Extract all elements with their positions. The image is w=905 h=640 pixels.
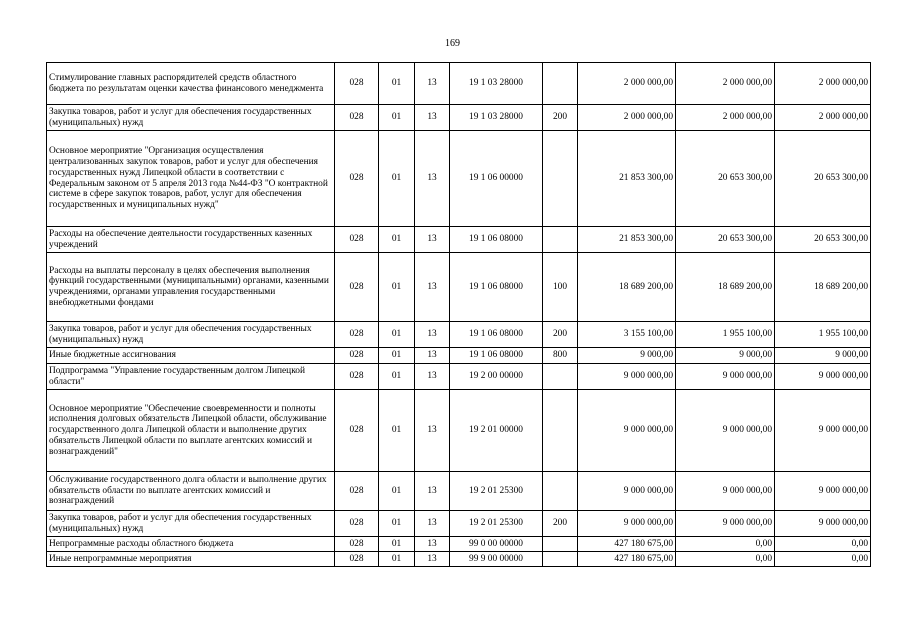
row-amount-year3: 2 000 000,00 (775, 105, 871, 131)
row-subsection: 13 (415, 105, 450, 131)
page-number: 169 (445, 38, 460, 49)
row-dept-code: 028 (335, 511, 379, 537)
row-target-article: 19 1 06 08000 (450, 322, 543, 348)
row-amount-year2: 0,00 (676, 552, 775, 567)
row-amount-year1: 21 853 300,00 (578, 131, 676, 227)
row-name: Стимулирование главных распорядителей средств областного бюджета по результатам оценки качества финансового менеджмента (47, 63, 335, 105)
row-name: Расходы на выплаты персоналу в целях обеспечения выполнения функций государственными (муниципальными) органами, казенными учреждениями, органами управления государственными внебюджетными фондами (47, 253, 335, 322)
table-row (47, 105, 871, 131)
table-row (47, 322, 871, 348)
row-section: 01 (379, 253, 415, 322)
row-amount-year3: 9 000,00 (775, 348, 871, 364)
row-amount-year1: 21 853 300,00 (578, 227, 676, 253)
row-target-article: 19 2 01 00000 (450, 390, 543, 472)
row-target-article: 19 1 03 28000 (450, 105, 543, 131)
table-row (47, 390, 871, 472)
table-row (47, 63, 871, 105)
row-amount-year1: 9 000 000,00 (578, 390, 676, 472)
row-expense-type (543, 364, 578, 390)
row-amount-year3: 20 653 300,00 (775, 131, 871, 227)
row-dept-code: 028 (335, 537, 379, 552)
row-name: Иные бюджетные ассигнования (47, 348, 335, 364)
row-dept-code: 028 (335, 105, 379, 131)
row-amount-year3: 1 955 100,00 (775, 322, 871, 348)
row-dept-code: 028 (335, 63, 379, 105)
row-expense-type: 200 (543, 322, 578, 348)
row-section: 01 (379, 390, 415, 472)
row-amount-year2: 20 653 300,00 (676, 131, 775, 227)
row-amount-year3: 9 000 000,00 (775, 511, 871, 537)
row-amount-year2: 9 000 000,00 (676, 390, 775, 472)
row-subsection: 13 (415, 253, 450, 322)
row-name: Непрограммные расходы областного бюджета (47, 537, 335, 552)
row-section: 01 (379, 511, 415, 537)
row-subsection: 13 (415, 537, 450, 552)
row-section: 01 (379, 472, 415, 511)
row-amount-year1: 427 180 675,00 (578, 537, 676, 552)
row-amount-year2: 2 000 000,00 (676, 63, 775, 105)
row-subsection: 13 (415, 322, 450, 348)
row-target-article: 19 1 06 08000 (450, 253, 543, 322)
table-row (47, 131, 871, 227)
row-expense-type: 200 (543, 105, 578, 131)
row-expense-type (543, 63, 578, 105)
row-section: 01 (379, 348, 415, 364)
row-subsection: 13 (415, 348, 450, 364)
row-target-article: 19 1 03 28000 (450, 63, 543, 105)
row-dept-code: 028 (335, 472, 379, 511)
row-amount-year2: 18 689 200,00 (676, 253, 775, 322)
row-subsection: 13 (415, 472, 450, 511)
row-name: Обслуживание государственного долга области и выполнение других обязательств области по выплате агентских комиссий и вознаграждений (47, 472, 335, 511)
row-dept-code: 028 (335, 364, 379, 390)
row-amount-year1: 9 000 000,00 (578, 364, 676, 390)
row-amount-year3: 0,00 (775, 552, 871, 567)
row-name: Закупка товаров, работ и услуг для обеспечения государственных (муниципальных) нужд (47, 511, 335, 537)
row-amount-year2: 9 000 000,00 (676, 511, 775, 537)
row-subsection: 13 (415, 511, 450, 537)
row-expense-type (543, 552, 578, 567)
row-expense-type: 100 (543, 253, 578, 322)
row-dept-code: 028 (335, 322, 379, 348)
row-dept-code: 028 (335, 348, 379, 364)
row-target-article: 19 1 06 00000 (450, 131, 543, 227)
row-target-article: 19 2 01 25300 (450, 472, 543, 511)
table-body (47, 63, 871, 567)
row-expense-type: 800 (543, 348, 578, 364)
row-amount-year3: 20 653 300,00 (775, 227, 871, 253)
row-subsection: 13 (415, 131, 450, 227)
row-section: 01 (379, 131, 415, 227)
row-expense-type (543, 131, 578, 227)
row-name: Иные непрограммные мероприятия (47, 552, 335, 567)
row-section: 01 (379, 227, 415, 253)
row-subsection: 13 (415, 63, 450, 105)
row-amount-year1: 427 180 675,00 (578, 552, 676, 567)
row-amount-year1: 18 689 200,00 (578, 253, 676, 322)
row-target-article: 19 2 01 25300 (450, 511, 543, 537)
row-name: Закупка товаров, работ и услуг для обеспечения государственных (муниципальных) нужд (47, 322, 335, 348)
row-name: Основное мероприятие "Обеспечение своевременности и полноты исполнения долговых обязательств Липецкой области, обслуживание государственного долга Липецкой области и выполнение других обязательств Липецкой области по выплате агентских комиссий и вознаграждений" (47, 390, 335, 472)
row-amount-year2: 9 000 000,00 (676, 364, 775, 390)
row-amount-year1: 2 000 000,00 (578, 63, 676, 105)
row-target-article: 99 0 00 00000 (450, 537, 543, 552)
row-expense-type (543, 227, 578, 253)
table-row (47, 253, 871, 322)
table-row (47, 364, 871, 390)
row-amount-year3: 9 000 000,00 (775, 472, 871, 511)
row-amount-year1: 9 000 000,00 (578, 472, 676, 511)
row-section: 01 (379, 364, 415, 390)
row-amount-year1: 2 000 000,00 (578, 105, 676, 131)
row-name: Подпрограмма "Управление государственным долгом Липецкой области" (47, 364, 335, 390)
row-amount-year1: 9 000 000,00 (578, 511, 676, 537)
table-row (47, 552, 871, 567)
row-expense-type: 200 (543, 511, 578, 537)
row-amount-year2: 20 653 300,00 (676, 227, 775, 253)
row-target-article: 19 1 06 08000 (450, 348, 543, 364)
row-subsection: 13 (415, 552, 450, 567)
row-target-article: 99 9 00 00000 (450, 552, 543, 567)
row-section: 01 (379, 63, 415, 105)
row-dept-code: 028 (335, 390, 379, 472)
row-amount-year2: 9 000,00 (676, 348, 775, 364)
row-dept-code: 028 (335, 253, 379, 322)
row-subsection: 13 (415, 227, 450, 253)
row-amount-year1: 3 155 100,00 (578, 322, 676, 348)
row-amount-year2: 0,00 (676, 537, 775, 552)
table-row (47, 472, 871, 511)
row-name: Расходы на обеспечение деятельности государственных казенных учреждений (47, 227, 335, 253)
row-expense-type (543, 390, 578, 472)
row-amount-year3: 9 000 000,00 (775, 364, 871, 390)
row-subsection: 13 (415, 364, 450, 390)
row-amount-year1: 9 000,00 (578, 348, 676, 364)
row-subsection: 13 (415, 390, 450, 472)
row-dept-code: 028 (335, 131, 379, 227)
row-amount-year3: 2 000 000,00 (775, 63, 871, 105)
row-name: Основное мероприятие "Организация осуществления централизованных закупок товаров, работ и услуг для обеспечения государственных нужд Липецкой области в соответствии с Федеральным законом от 5 апреля 2013 года №44-ФЗ "О контрактной системе в сфере закупок товаров, работ, услуг для обеспечения государственных и муниципальных нужд" (47, 131, 335, 227)
row-name: Закупка товаров, работ и услуг для обеспечения государственных (муниципальных) нужд (47, 105, 335, 131)
row-expense-type (543, 472, 578, 511)
table-row (47, 227, 871, 253)
row-dept-code: 028 (335, 227, 379, 253)
row-expense-type (543, 537, 578, 552)
row-amount-year3: 18 689 200,00 (775, 253, 871, 322)
row-section: 01 (379, 322, 415, 348)
row-dept-code: 028 (335, 552, 379, 567)
row-section: 01 (379, 105, 415, 131)
row-amount-year3: 9 000 000,00 (775, 390, 871, 472)
row-target-article: 19 2 00 00000 (450, 364, 543, 390)
table-row (47, 537, 871, 552)
row-amount-year2: 2 000 000,00 (676, 105, 775, 131)
row-amount-year2: 9 000 000,00 (676, 472, 775, 511)
row-amount-year3: 0,00 (775, 537, 871, 552)
table-row (47, 348, 871, 364)
table-row (47, 511, 871, 537)
row-target-article: 19 1 06 08000 (450, 227, 543, 253)
row-section: 01 (379, 552, 415, 567)
budget-table (46, 62, 871, 567)
row-section: 01 (379, 537, 415, 552)
row-amount-year2: 1 955 100,00 (676, 322, 775, 348)
